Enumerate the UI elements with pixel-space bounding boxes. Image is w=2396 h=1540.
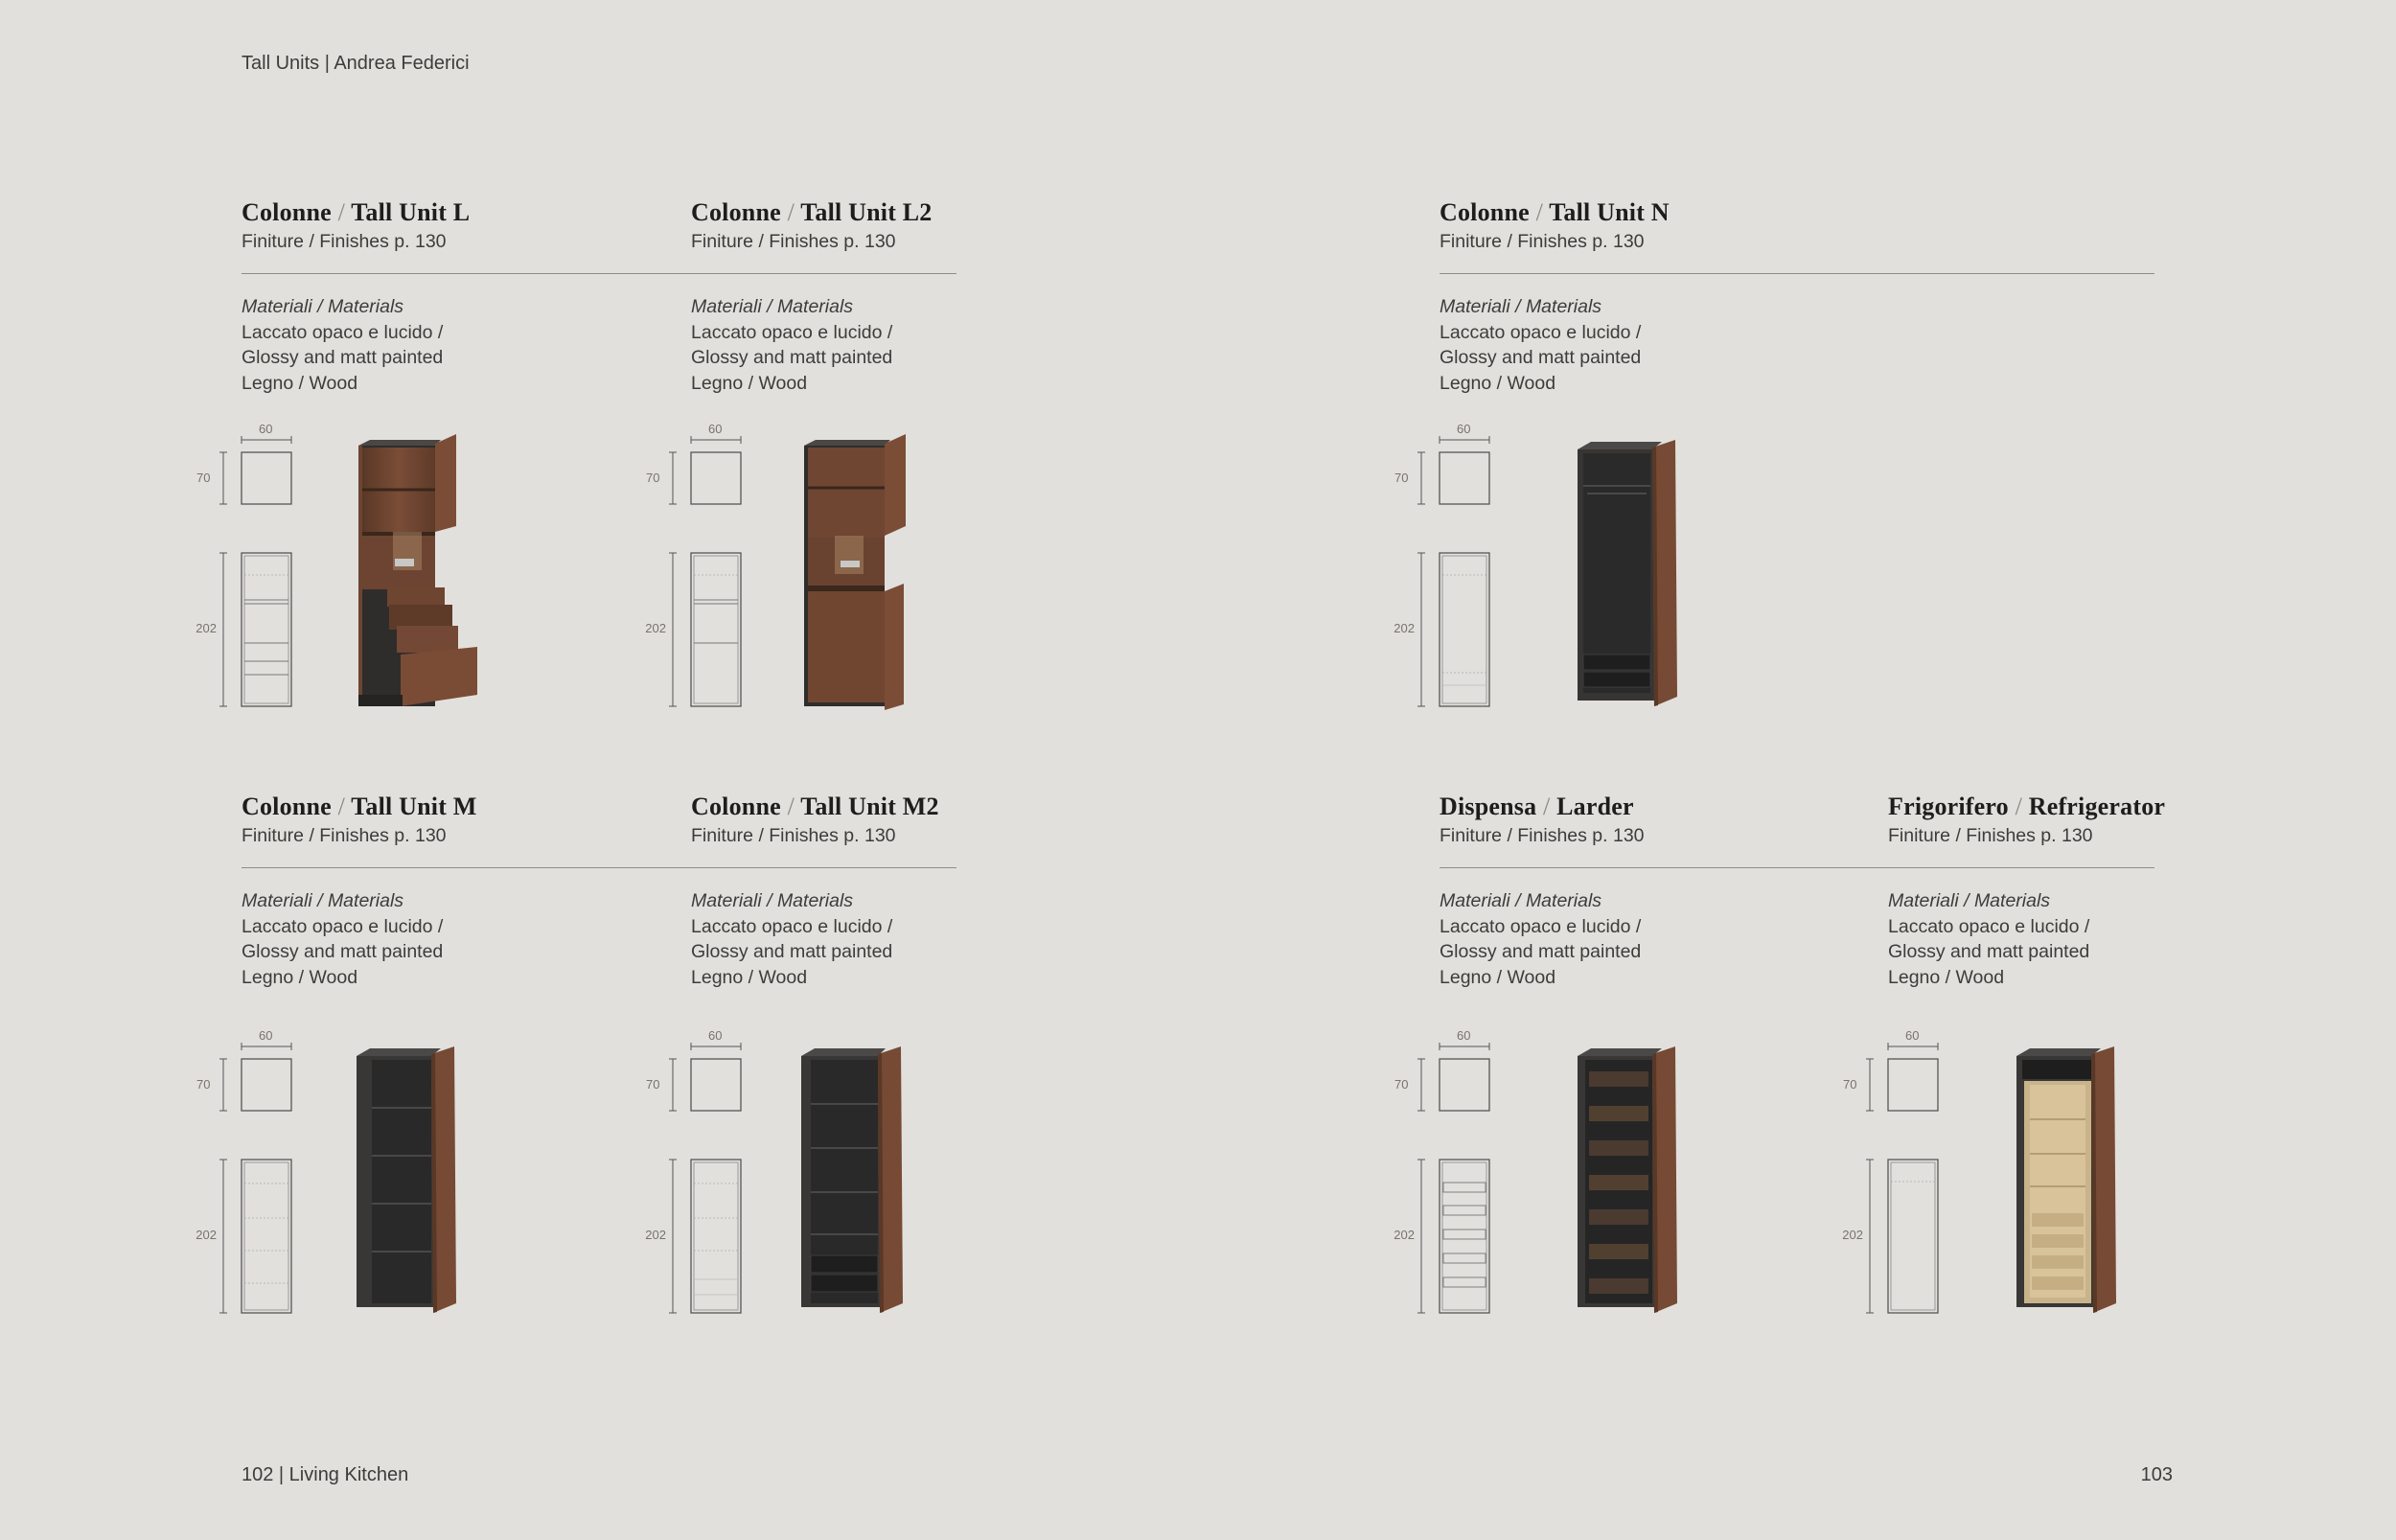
- dimension-diagram: [632, 422, 747, 709]
- width-dimension: 60: [708, 422, 723, 436]
- height-dimension: 202: [1842, 1228, 1863, 1242]
- materials-line: Laccato opaco e lucido /: [1440, 915, 1642, 937]
- finishes-ref: Finiture / Finishes p. 130: [1888, 825, 2093, 846]
- depth-dimension: 70: [1394, 471, 1409, 485]
- materials-block: [691, 294, 892, 396]
- materials-label: Materiali / Materials: [691, 296, 854, 317]
- dimension-diagram: [1829, 1028, 1944, 1316]
- depth-dimension: 70: [196, 1077, 211, 1092]
- tall-unit-m2-render: [797, 1043, 912, 1321]
- dimension-drawing: [1380, 422, 1495, 709]
- materials-line: Laccato opaco e lucido /: [1440, 321, 1642, 343]
- depth-dimension: 70: [1394, 1077, 1409, 1092]
- larder-header: [1440, 793, 1645, 847]
- dimension-drawing: [1380, 1028, 1495, 1316]
- cabinet-image: [1574, 1043, 1689, 1316]
- materials-label: Materiali / Materials: [1440, 890, 1602, 911]
- title-english: Tall Unit M2: [800, 793, 939, 820]
- width-dimension: 60: [708, 1028, 723, 1043]
- cabinet-image: [353, 436, 487, 709]
- materials-line: Glossy and matt painted: [1440, 941, 1642, 962]
- finishes-ref: Finiture / Finishes p. 130: [242, 825, 447, 846]
- title-separator: /: [2015, 793, 2023, 820]
- materials-block: [691, 888, 892, 990]
- depth-dimension: 70: [646, 471, 660, 485]
- dimension-drawing: [182, 1028, 297, 1316]
- title-english: Tall Unit L2: [800, 198, 933, 226]
- dimension-drawing: [182, 422, 297, 709]
- unit-title: [242, 198, 470, 227]
- materials-line: Legno / Wood: [691, 372, 808, 394]
- depth-dimension: 70: [646, 1077, 660, 1092]
- materials-label: Materiali / Materials: [1440, 296, 1602, 317]
- unit-m-header: [242, 793, 477, 847]
- dimension-diagram: [182, 422, 297, 709]
- cabinet-image: [353, 1043, 468, 1316]
- materials-block: [242, 294, 443, 396]
- unit-l2-header: [691, 198, 933, 253]
- depth-dimension: 70: [196, 471, 211, 485]
- materials-line: Legno / Wood: [242, 966, 358, 988]
- height-dimension: 202: [196, 1228, 217, 1242]
- materials-block: [242, 888, 443, 990]
- materials-line: Glossy and matt painted: [242, 941, 444, 962]
- unit-title: [1888, 793, 2165, 821]
- unit-l-header: [242, 198, 470, 253]
- width-dimension: 60: [1457, 422, 1471, 436]
- height-dimension: 202: [645, 621, 666, 635]
- running-head: Tall Units | Andrea Federici: [242, 53, 470, 74]
- refrigerator-render: [2013, 1043, 2128, 1321]
- materials-line: Legno / Wood: [1888, 966, 2005, 988]
- title-separator: /: [1543, 793, 1551, 820]
- title-separator: /: [787, 793, 795, 820]
- tall-unit-l2-render: [800, 436, 915, 714]
- title-english: Tall Unit M: [351, 793, 477, 820]
- materials-line: Glossy and matt painted: [691, 347, 893, 368]
- title-english: Tall Unit L: [351, 198, 471, 226]
- title-italian: Colonne: [242, 793, 332, 820]
- height-dimension: 202: [196, 621, 217, 635]
- height-dimension: 202: [1394, 1228, 1415, 1242]
- dimension-drawing: [632, 1028, 747, 1316]
- height-dimension: 202: [1394, 621, 1415, 635]
- section-rule: [1440, 273, 2154, 274]
- depth-dimension: 70: [1843, 1077, 1857, 1092]
- finishes-ref: Finiture / Finishes p. 130: [691, 231, 896, 252]
- unit-title: [691, 793, 939, 821]
- left-page-folio: 102 | Living Kitchen: [242, 1464, 409, 1485]
- height-dimension: 202: [645, 1228, 666, 1242]
- title-italian: Colonne: [691, 793, 781, 820]
- finishes-ref: Finiture / Finishes p. 130: [1440, 231, 1645, 252]
- unit-title: [1440, 198, 1670, 227]
- title-separator: /: [337, 793, 346, 820]
- title-italian: Colonne: [691, 198, 781, 226]
- larder-render: [1574, 1043, 1689, 1321]
- cabinet-image: [2013, 1043, 2128, 1316]
- materials-label: Materiali / Materials: [242, 296, 404, 317]
- cabinet-image: [1574, 436, 1689, 709]
- title-separator: /: [337, 198, 346, 226]
- section-rule: [242, 867, 956, 868]
- materials-line: Legno / Wood: [1440, 966, 1556, 988]
- section-rule: [242, 273, 956, 274]
- finishes-ref: Finiture / Finishes p. 130: [691, 825, 896, 846]
- dimension-diagram: [182, 1028, 297, 1316]
- unit-title: [242, 793, 477, 821]
- tall-unit-l-render: [353, 436, 487, 714]
- width-dimension: 60: [259, 422, 273, 436]
- materials-label: Materiali / Materials: [691, 890, 854, 911]
- dimension-diagram: [1380, 1028, 1495, 1316]
- materials-line: Legno / Wood: [691, 966, 808, 988]
- materials-line: Legno / Wood: [242, 372, 358, 394]
- materials-line: Glossy and matt painted: [242, 347, 444, 368]
- materials-line: Laccato opaco e lucido /: [242, 321, 444, 343]
- right-page-number: 103: [2140, 1464, 2173, 1485]
- cabinet-image: [800, 436, 915, 709]
- title-separator: /: [787, 198, 795, 226]
- unit-n-header: [1440, 198, 1670, 253]
- dimension-diagram: [632, 1028, 747, 1316]
- title-italian: Colonne: [1440, 198, 1530, 226]
- title-italian: Dispensa: [1440, 793, 1537, 820]
- unit-m2-header: [691, 793, 939, 847]
- title-italian: Frigorifero: [1888, 793, 2009, 820]
- materials-line: Laccato opaco e lucido /: [1888, 915, 2090, 937]
- materials-line: Glossy and matt painted: [1888, 941, 2090, 962]
- materials-block: [1440, 888, 1641, 990]
- tall-unit-n-render: [1574, 436, 1689, 714]
- width-dimension: 60: [1905, 1028, 1920, 1043]
- unit-title: [691, 198, 933, 227]
- width-dimension: 60: [259, 1028, 273, 1043]
- section-rule: [1440, 867, 2154, 868]
- materials-line: Glossy and matt painted: [1440, 347, 1642, 368]
- cabinet-image: [797, 1043, 912, 1316]
- materials-line: Laccato opaco e lucido /: [242, 915, 444, 937]
- title-english: Tall Unit N: [1549, 198, 1670, 226]
- title-italian: Colonne: [242, 198, 332, 226]
- dimension-drawing: [632, 422, 747, 709]
- refrigerator-header: [1888, 793, 2165, 847]
- title-english: Larder: [1556, 793, 1634, 820]
- materials-line: Laccato opaco e lucido /: [691, 915, 893, 937]
- finishes-ref: Finiture / Finishes p. 130: [1440, 825, 1645, 846]
- materials-line: Laccato opaco e lucido /: [691, 321, 893, 343]
- width-dimension: 60: [1457, 1028, 1471, 1043]
- materials-block: [1888, 888, 2089, 990]
- title-separator: /: [1535, 198, 1544, 226]
- materials-label: Materiali / Materials: [1888, 890, 2051, 911]
- finishes-ref: Finiture / Finishes p. 130: [242, 231, 447, 252]
- dimension-drawing: [1829, 1028, 1944, 1316]
- materials-line: Glossy and matt painted: [691, 941, 893, 962]
- tall-unit-m-render: [353, 1043, 468, 1321]
- title-english: Refrigerator: [2028, 793, 2166, 820]
- materials-line: Legno / Wood: [1440, 372, 1556, 394]
- materials-block: [1440, 294, 1641, 396]
- dimension-diagram: [1380, 422, 1495, 709]
- materials-label: Materiali / Materials: [242, 890, 404, 911]
- unit-title: [1440, 793, 1645, 821]
